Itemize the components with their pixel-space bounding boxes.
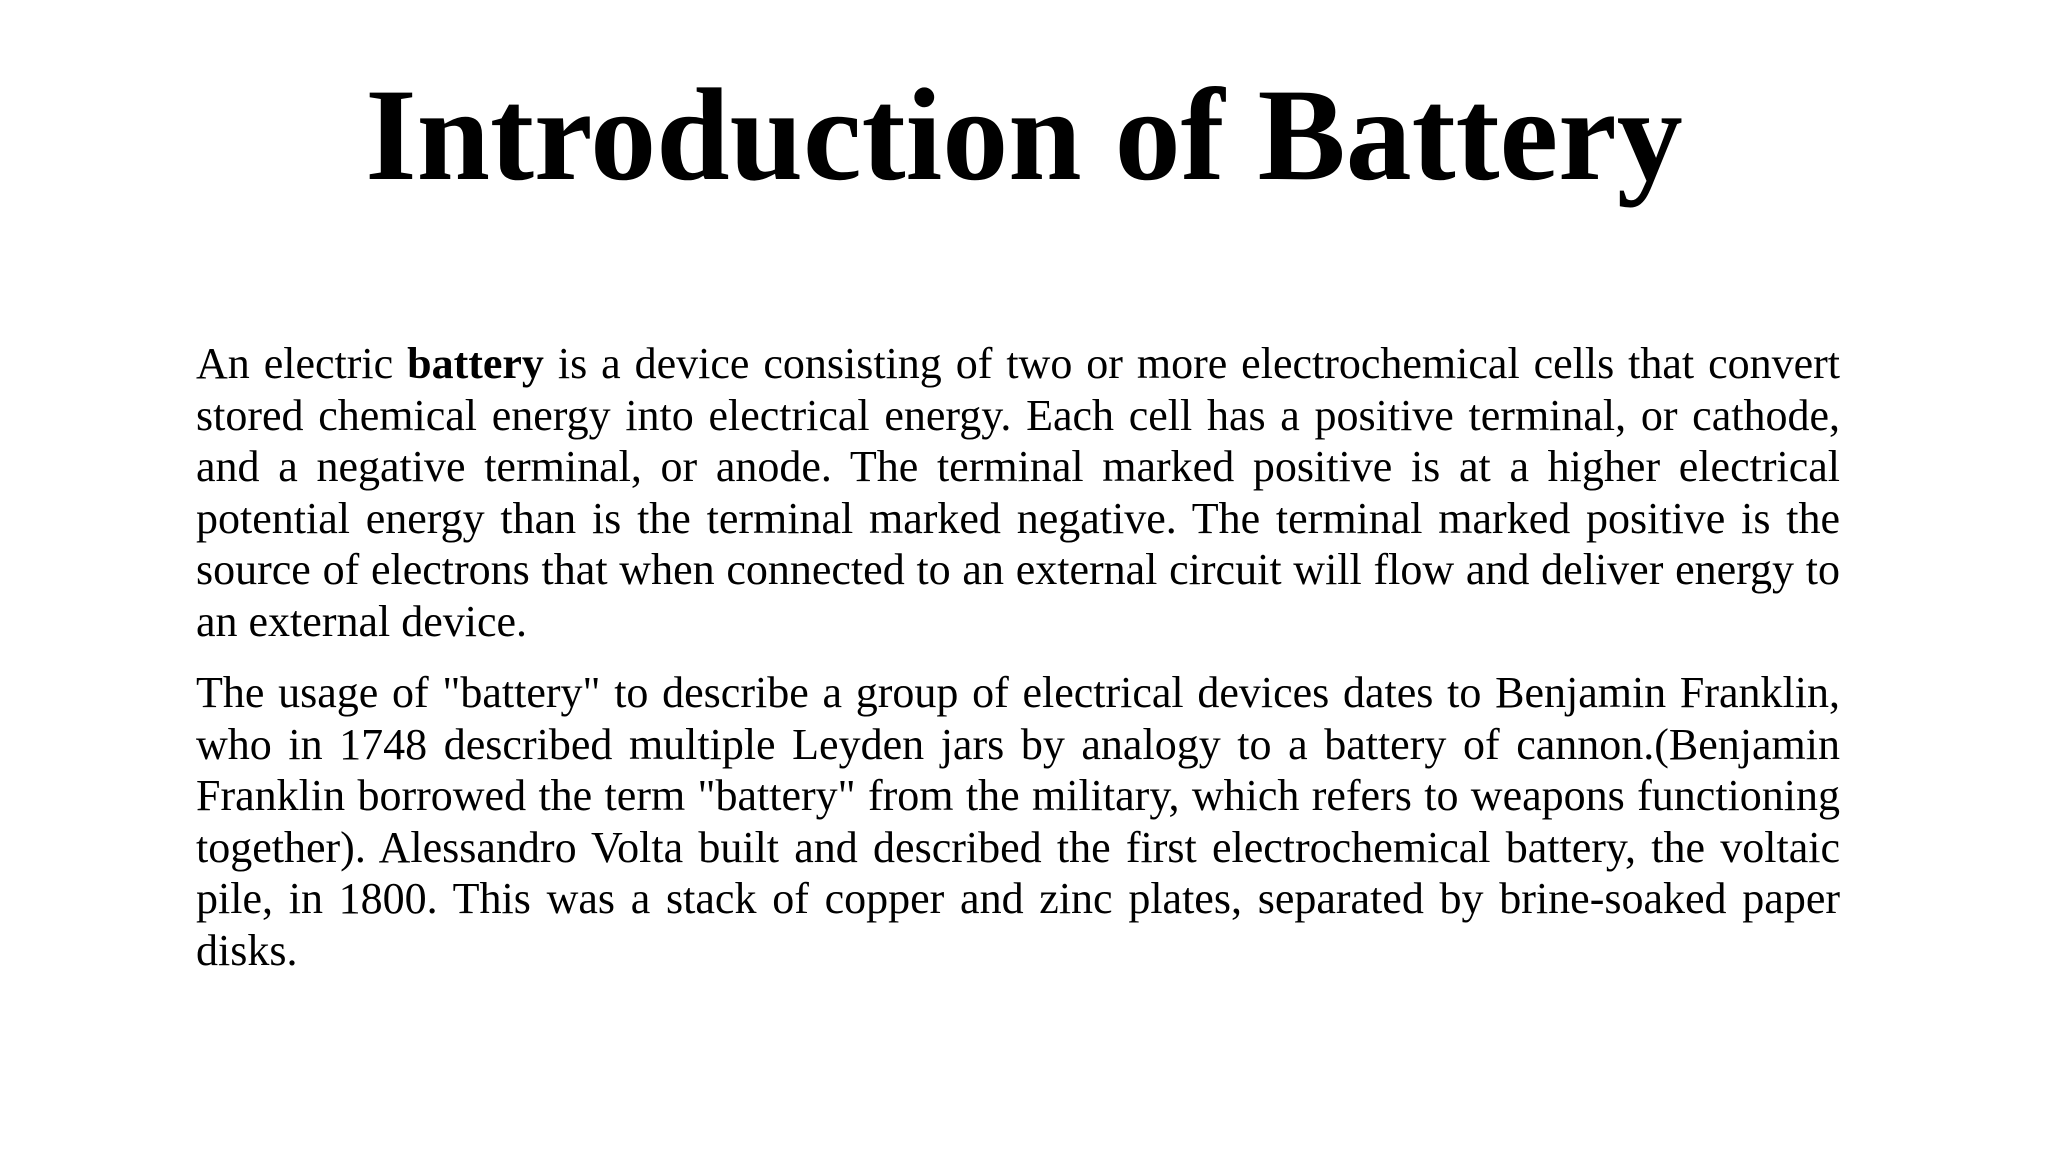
paragraph-definition: [196, 338, 1840, 647]
slide-title: Introduction of Battery: [365, 61, 1683, 208]
paragraph-definition-lead: An electric: [196, 339, 408, 388]
slide-body: [196, 338, 1840, 996]
paragraph-history: The usage of "battery" to describe a group of electrical devices dates to Benjamin Franklin, who in 1748 described multiple Leyden jars by analogy to a battery of cannon.(Benjamin Franklin borrowed the term "battery" from the military, which refers to weapons functioning together). Alessandro Volta built and described the first electrochemical battery, the voltaic pile, in 1800. This was a stack of copper and zinc plates, separated by brine-soaked paper disks.: [196, 668, 1840, 975]
battery-term: battery: [407, 339, 544, 388]
paragraph-definition-text: is a device consisting of two or more electrochemical cells that convert stored chemical energy into electrical energy. Each cell has a positive terminal, or cathode, and a negative terminal, or anode. The terminal marked positive is at a higher electrical potential energy than is the terminal marked negative. The terminal marked positive is the source of electrons that when connected to an external circuit will flow and deliver energy to an external device.: [196, 339, 1841, 646]
